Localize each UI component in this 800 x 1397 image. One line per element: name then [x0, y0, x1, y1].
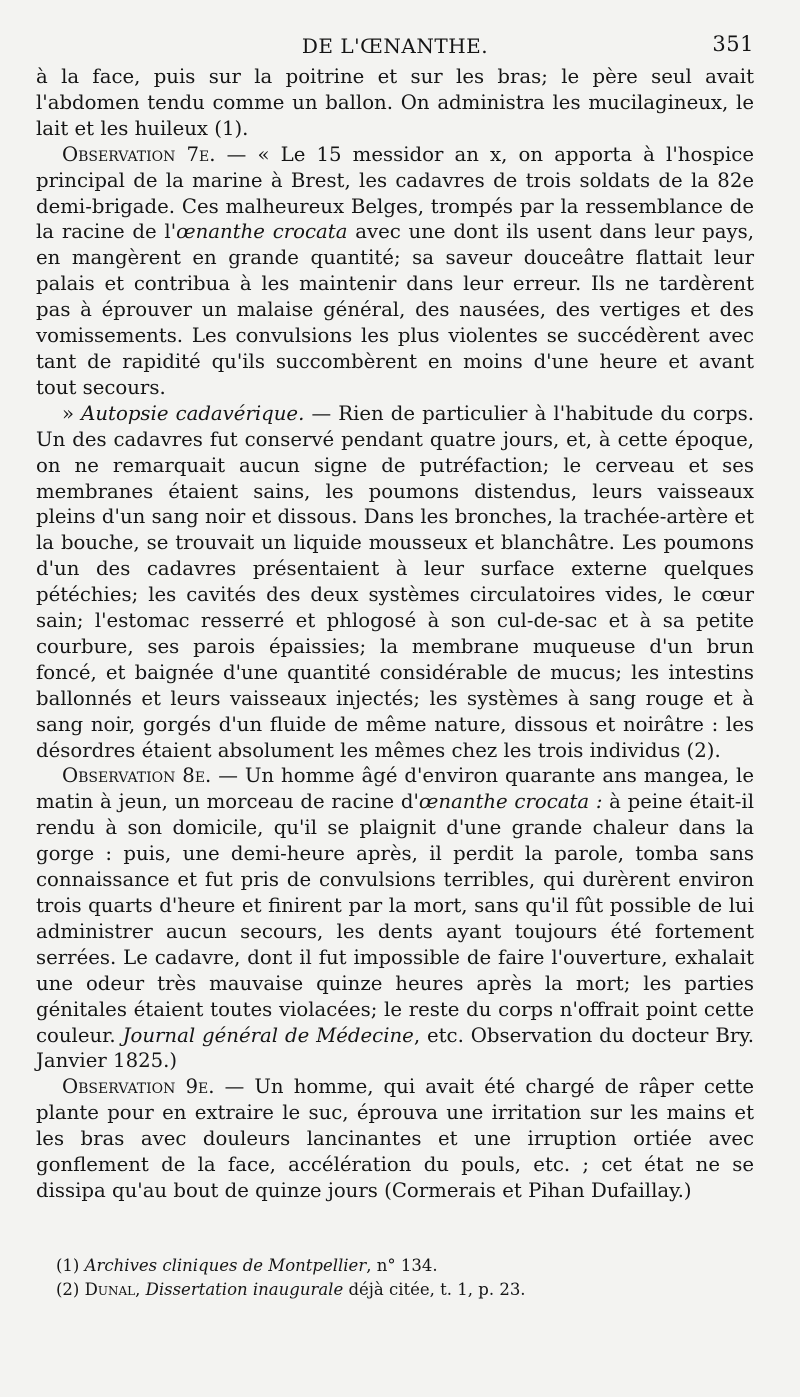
autopsie-paragraph — [36, 401, 754, 764]
footnote-2-rest: déjà citée, t. 1, p. 23. — [343, 1279, 526, 1299]
paragraph-1 — [36, 64, 754, 142]
footnote-1-source: Archives cliniques de Montpellier — [84, 1255, 367, 1275]
observation-9-label: Observation 9e. — [62, 1075, 215, 1099]
body-text — [36, 64, 754, 1204]
autopsie-heading: Autopsie cadavérique. — [81, 401, 305, 425]
footnote-2-source: Dissertation inaugurale — [145, 1279, 344, 1299]
observation-8-italic: œnanthe crocata : — [418, 790, 603, 814]
footnote-2-sep: , — [135, 1279, 146, 1299]
observation-8-journal: Journal général de Médecine — [122, 1023, 414, 1047]
autopsie-prefix: » — [62, 401, 82, 425]
observation-8-label: Observation 8e. — [62, 764, 212, 788]
running-head — [36, 30, 754, 64]
footnote-1-rest: , n° 134. — [366, 1255, 438, 1275]
observation-8-text-b: à peine était-il rendu à son domicile, qu'il se plaignit d'une grande chaleur dans la gorge : puis, une demi-heure après, il perdit la parole, tomba sans connaissance et fut pris de convulsions terribles, qui durèrent environ trois quarts d'heure et finirent par la mort, sans qu'il fût possible de lui administrer aucun secours, les dents ayant toujours été fortement serrées. Le cadavre, dont il fut impossible de faire l'ouverture, exhalait une odeur très mauvaise quinze heures après la mort; les parties génitales étaient toutes violacées; le reste du corps n'offrait point cette couleur. — [36, 790, 754, 1047]
observation-9-text: — Un homme, qui avait été chargé de râper cette plante pour en extraire le suc, éprouva une irritation sur les mains et les bras avec douleurs lancinantes et une irruption ortiée avec gonflement de la face, accélération du pouls, etc. ; cet état ne se dissipa qu'au bout de quinze jours (Cormerais et Pihan Dufaillay.) — [36, 1075, 754, 1202]
autopsie-text: — Rien de particulier à l'habitude du corps. Un des cadavres fut conservé pendant quatre jours, et, à cette époque, on ne remarquait aucun signe de putréfaction; le cerveau et ses membranes étaient sains, les poumons distendus, leurs vaisseaux pleins d'un sang noir et dissous. Dans les bronches, la trachée-artère et la bouche, se trouvait un liquide mousseux et blanchâtre. Les poumons d'un des cadavres présentaient à leur surface externe quelques pétéchies; les cavités des deux systèmes circulatoires vides, le cœur sain; l'estomac resserré et phlogosé à son cul-de-sac et à sa petite courbure, ses parois épaissies; la membrane muqueuse d'un brun foncé, et baignée d'une quantité considérable de mucus; les intestins ballonnés et leurs vaisseaux injectés; les systèmes à sang rouge et à sang noir, gorgés d'un fluide de même nature, dissous et noirâtre : les désordres étaient absolument les mêmes chez les trois individus (2). — [36, 401, 755, 762]
observation-7-italic: œnanthe crocata — [176, 220, 348, 244]
observation-8-text-a: — Un homme âgé d'environ quarante ans mangea, le matin à jeun, un morceau de racine d' — [36, 764, 754, 814]
footnote-2 — [36, 1278, 754, 1302]
observation-7-text-b: avec une dont ils usent dans leur pays, en mangèrent en grande quantité; sa saveur douceâtre flattait leur palais et contribua à les maintenir dans leur erreur. Ils ne tardèrent pas à éprouver un malaise général, des nausées, des vertiges et des vomissements. Les convulsions les plus violentes se succédèrent avec tant de rapidité qu'ils succombèrent en moins d'une heure et avant tout secours. — [36, 220, 754, 399]
footnote-2-author: Dunal — [84, 1279, 136, 1299]
page-number: 351 — [712, 32, 754, 56]
footnote-1 — [36, 1254, 754, 1278]
running-title: DE L'ŒNANTHE. — [301, 34, 489, 58]
footnote-1-number: (1) — [56, 1255, 85, 1275]
observation-7-text-a: — « Le 15 messidor an x, on apporta à l'hospice principal de la marine à Brest, les cadavres de trois soldats de la 82e demi-brigade. Ces malheureux Belges, trompés par la ressemblance de la racine de l' — [36, 142, 754, 244]
observation-8-text-c: , etc. Observation du docteur Bry. Janvier 1825.) — [36, 1023, 755, 1073]
observation-7-label: Observation 7e. — [62, 142, 216, 166]
observation-9 — [36, 1074, 754, 1204]
paragraph-1-text: à la face, puis sur la poitrine et sur les bras; le père seul avait l'abdomen tendu comme un ballon. On administra les mucilagineux, le lait et les huileux (1). — [36, 65, 754, 140]
footnotes — [36, 1254, 754, 1302]
footnote-2-number: (2) — [56, 1279, 85, 1299]
observation-8 — [36, 763, 754, 1074]
page — [36, 30, 754, 1302]
observation-7 — [36, 142, 754, 401]
